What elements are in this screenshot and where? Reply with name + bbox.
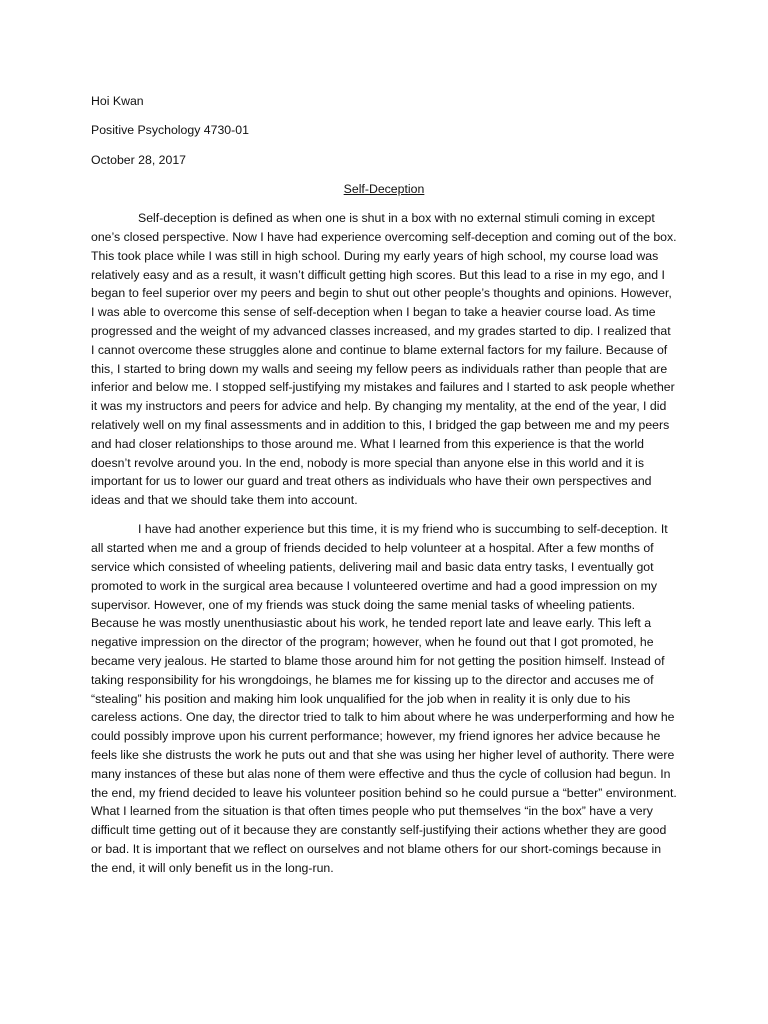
document-body <box>91 92 677 888</box>
course-name: Positive Psychology 4730-01 <box>91 123 249 138</box>
document-date: October 28, 2017 <box>91 152 187 167</box>
paragraph-1: Self-deception is defined as when one is shut in a box with no external stimuli coming in except one’s closed perspective. Now I have had experience overcoming self-deception and coming out of the box. This took place while I was still in high school. During my early years of high school, my course load was relatively easy and as a result, it wasn’t difficult getting high scores. But this lead to a rise in my ego, and I began to feel superior over my peers and begin to shut out other people’s thoughts and opinions. However, I was able to overcome this sense of self-deception when I began to take a heavier course load. As time progressed and the weight of my advanced classes increased, and my grades started to dip. I realized that I cannot overcome these struggles alone and continue to blame external factors for my failure. Because of this, I started to bring down my walls and seeing my fellow peers as individuals rather than people that are inferior and below me. I stopped self-justifying my mistakes and failures and I started to ask people whether it was my instructors and peers for advice and help. By changing my mentality, at the end of the year, I did relatively well on my final assessments and in addition to this, I bridged the gap between me and my peers and had closer relationships to those around me. What I learned from this experience is that the world doesn’t revolve around you. In the end, nobody is more special than anyone else in this world and it is important for us to lower our guard and treat others as individuals who have their own perspectives and ideas and that we should take them into account. <box>91 211 677 508</box>
author-name: Hoi Kwan <box>91 94 144 108</box>
paragraph-2: I have had another experience but this time, it is my friend who is succumbing to self-deception. It all started when me and a group of friends decided to help volunteer at a hospital. After a few months of service which consisted of wheeling patients, delivering mail and basic data entry tasks, I eventually got promoted to work in the surgical area because I volunteered overtime and had a good impression on my supervisor. However, one of my friends was stuck doing the same menial tasks of wheeling patients. Because he was mostly unenthusiastic about his work, he tended report late and leave early. This left a negative impression on the director of the program; however, when he found out that I got promoted, he became very jealous. He started to blame those around him for not getting the position himself. Instead of taking responsibility for his wrongdoings, he blames me for kissing up to the director and accuses me of “stealing” his position and making him look unqualified for the job when in reality it is only due to his careless actions. One day, the director tried to talk to him about where he was underperforming and how he could possibly improve upon his current performance; however, my friend ignores her advice because he feels like she distrusts the work he puts out and that she was using her higher level of authority. There were many instances of these but alas none of them were effective and thus the cycle of collusion had begun. In the end, my friend decided to leave his volunteer position behind so he could pursue a “better” environment. What I learned from the situation is that often times people who put themselves “in the box” have a very difficult time getting out of it because they are constantly self-justifying their actions whether they are good or bad. It is important that we reflect on ourselves and not blame others for our short-comings because in the end, it will only benefit us in the long-run. <box>91 522 677 875</box>
document-title: Self-Deception <box>343 181 425 196</box>
